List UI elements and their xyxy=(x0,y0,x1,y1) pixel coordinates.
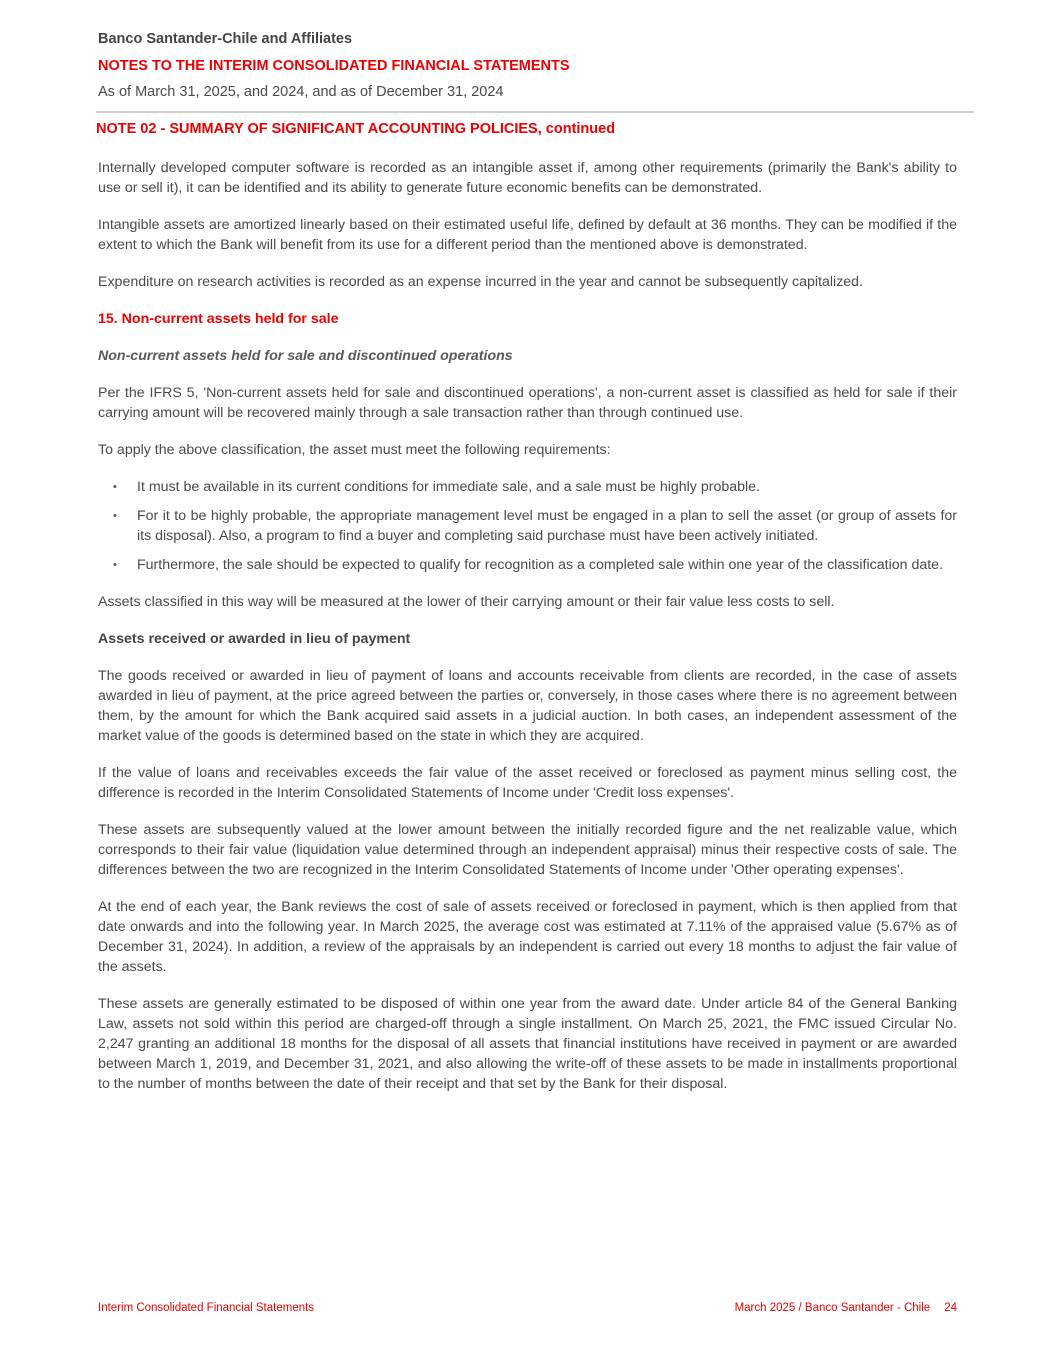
paragraph: These assets are subsequently valued at the lower amount between the initially recorded figure and the net realizable value, which corresponds to their fair value (liquidation value determined through an independent appraisal) minus their respective costs of sale. The differences between the two are recognized in the Interim Consolidated Statements of Income under 'Other operating expenses'. xyxy=(98,822,957,878)
bullet-icon: • xyxy=(113,559,117,571)
paragraph: Assets classified in this way will be measured at the lower of their carrying amount or their fair value less costs to sell. xyxy=(98,594,835,610)
note-body xyxy=(98,158,957,1111)
notes-title: NOTES TO THE INTERIM CONSOLIDATED FINANCIAL STATEMENTS xyxy=(98,58,570,74)
as-of-date: As of March 31, 2025, and 2024, and as of December 31, 2024 xyxy=(98,84,504,100)
footer-right xyxy=(735,1302,957,1314)
footer-document-title: Interim Consolidated Financial Statements xyxy=(98,1302,315,1314)
list-item xyxy=(98,555,957,575)
paragraph: Per the IFRS 5, 'Non-current assets held for sale and discontinued operations', a non-current asset is classified as held for sale if their carrying amount will be recovered mainly through a sale transaction rather than through continued use. xyxy=(98,385,957,421)
note-title: NOTE 02 - SUMMARY OF SIGNIFICANT ACCOUNTING POLICIES, continued xyxy=(96,121,616,137)
requirements-list xyxy=(98,477,957,575)
list-item xyxy=(98,506,957,546)
list-item-text: For it to be highly probable, the appropriate management level must be engaged in a plan to sell the asset (or group of assets for its disposal). Also, a program to find a buyer and completing said purchase must have been actively initiated. xyxy=(137,508,957,544)
footer-period: March 2025 / Banco Santander - Chile xyxy=(734,1302,931,1314)
header-divider xyxy=(96,111,974,113)
subheading: Non-current assets held for sale and discontinued operations xyxy=(98,348,513,364)
bold-heading: Assets received or awarded in lieu of payment xyxy=(98,631,411,647)
paragraph: At the end of each year, the Bank reviews the cost of sale of assets received or foreclosed in payment, which is then applied from that date onwards and into the following year. In March 2025, the average cost was estimated at 7.11% of the appraised value (5.67% as of December 31, 2024). In addition, a review of the appraisals by an independent is carried out every 18 months to adjust the fair value of the assets. xyxy=(98,899,957,975)
company-name: Banco Santander-Chile and Affiliates xyxy=(98,31,353,47)
paragraph: Expenditure on research activities is recorded as an expense incurred in the year and cannot be subsequently capitalized. xyxy=(98,274,864,290)
paragraph: Internally developed computer software is recorded as an intangible asset if, among other requirements (primarily the Bank's ability to use or sell it), it can be identified and its ability to generate future economic benefits can be demonstrated. xyxy=(98,160,957,196)
paragraph: Intangible assets are amortized linearly based on their estimated useful life, defined by default at 36 months. They can be modified if the extent to which the Bank will benefit from its use for a different period than the mentioned above is demonstrated. xyxy=(98,217,957,253)
list-item xyxy=(98,477,957,497)
list-item-text: Furthermore, the sale should be expected to qualify for recognition as a completed sale within one year of the classification date. xyxy=(137,557,943,573)
list-item-text: It must be available in its current conditions for immediate sale, and a sale must be highly probable. xyxy=(137,479,761,495)
section-title: 15. Non-current assets held for sale xyxy=(98,311,339,327)
bullet-icon: • xyxy=(113,510,117,522)
paragraph: These assets are generally estimated to be disposed of within one year from the award date. Under article 84 of the General Banking Law, assets not sold within this period are charged-off through a single installment. On March 25, 2021, the FMC issued Circular No. 2,247 granting an additional 18 months for the disposal of all assets that financial institutions have received in payment or are awarded between March 1, 2019, and December 31, 2021, and also allowing the write-off of these assets to be made in installments proportional to the number of months between the date of their receipt and that set by the Bank for their disposal. xyxy=(98,996,957,1092)
page-number: 24 xyxy=(944,1302,957,1314)
paragraph: If the value of loans and receivables exceeds the fair value of the asset received or foreclosed as payment minus selling cost, the difference is recorded in the Interim Consolidated Statements of Income under 'Credit loss expenses'. xyxy=(98,765,957,801)
paragraph: The goods received or awarded in lieu of payment of loans and accounts receivable from clients are recorded, in the case of assets awarded in lieu of payment, at the price agreed between the parties or, conversely, in those cases where there is no agreement between them, by the amount for which the Bank acquired said assets in a judicial auction. In both cases, an independent assessment of the market value of the goods is determined based on the state in which they are acquired. xyxy=(98,668,957,744)
bullet-icon: • xyxy=(113,481,117,493)
paragraph: To apply the above classification, the asset must meet the following requirements: xyxy=(98,442,611,458)
